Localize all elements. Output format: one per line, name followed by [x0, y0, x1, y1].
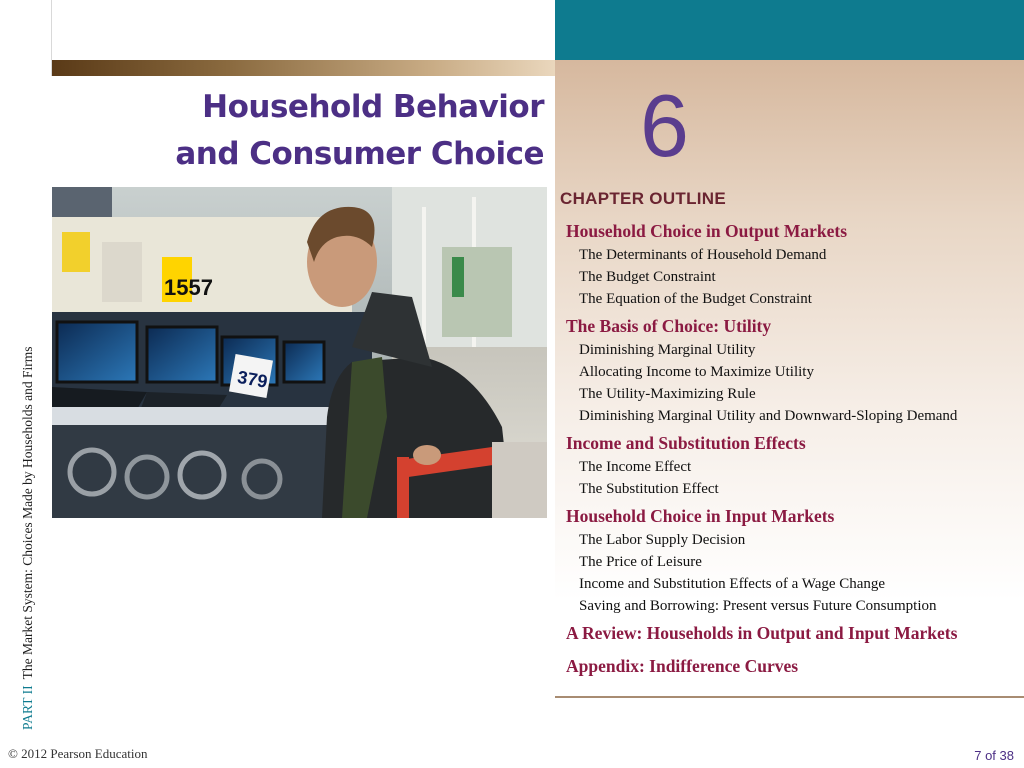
outline-item[interactable]: The Income Effect — [579, 459, 692, 475]
photo-price-tag: 379 — [235, 366, 270, 392]
header-teal-band — [555, 0, 1024, 60]
chapter-title — [64, 84, 544, 178]
part-number: PART II — [20, 685, 35, 730]
outline-section-title[interactable]: Household Choice in Input Markets — [566, 506, 835, 526]
outline-section — [566, 654, 1021, 679]
outline-item[interactable]: Saving and Borrowing: Present versus Future Consumption — [579, 598, 937, 614]
outline-section — [566, 314, 1021, 427]
outline-item[interactable]: Allocating Income to Maximize Utility — [579, 364, 814, 380]
header-gradient-bar — [52, 60, 555, 76]
outline-item[interactable]: Diminishing Marginal Utility and Downward-Sloping Demand — [579, 408, 958, 424]
outline-item[interactable]: The Budget Constraint — [579, 269, 716, 285]
outline-item[interactable]: Income and Substitution Effects of a Wage Change — [579, 576, 886, 592]
outline-section — [566, 219, 1021, 310]
chapter-number: 6 — [640, 76, 689, 175]
outline-section-title[interactable]: Income and Substitution Effects — [566, 433, 806, 453]
shopper-photo — [52, 187, 547, 518]
page-indicator: 7 of 38 — [974, 748, 1014, 763]
outline-section — [566, 504, 1021, 617]
chapter-outline — [566, 219, 1021, 683]
outline-section — [566, 621, 1021, 646]
outline-section-title[interactable]: Appendix: Indifference Curves — [566, 656, 799, 676]
part-side-label — [20, 346, 36, 730]
part-title: The Market System: Choices Made by Households and Firms — [20, 346, 35, 680]
outline-section-title[interactable]: Household Choice in Output Markets — [566, 221, 847, 241]
outline-item[interactable]: The Determinants of Household Demand — [579, 247, 827, 263]
outline-item[interactable]: The Labor Supply Decision — [579, 532, 746, 548]
chapter-title-line-2: and Consumer Choice — [175, 136, 544, 172]
outline-section — [566, 431, 1021, 500]
outline-panel-rule — [555, 696, 1024, 698]
outline-item[interactable]: The Equation of the Budget Constraint — [579, 291, 812, 307]
copyright-notice: © 2012 Pearson Education — [8, 746, 148, 761]
outline-item[interactable]: The Substitution Effect — [579, 481, 719, 497]
outline-item[interactable]: Diminishing Marginal Utility — [579, 342, 756, 358]
outline-section-title[interactable]: The Basis of Choice: Utility — [566, 316, 772, 336]
outline-section-title[interactable]: A Review: Households in Output and Input Markets — [566, 623, 958, 643]
outline-item[interactable]: The Price of Leisure — [579, 554, 702, 570]
chapter-title-line-1: Household Behavior — [202, 89, 544, 125]
chapter-outline-header: CHAPTER OUTLINE — [560, 189, 726, 208]
outline-item[interactable]: The Utility-Maximizing Rule — [579, 386, 756, 402]
photo-price-sign: 1557 — [164, 275, 213, 300]
